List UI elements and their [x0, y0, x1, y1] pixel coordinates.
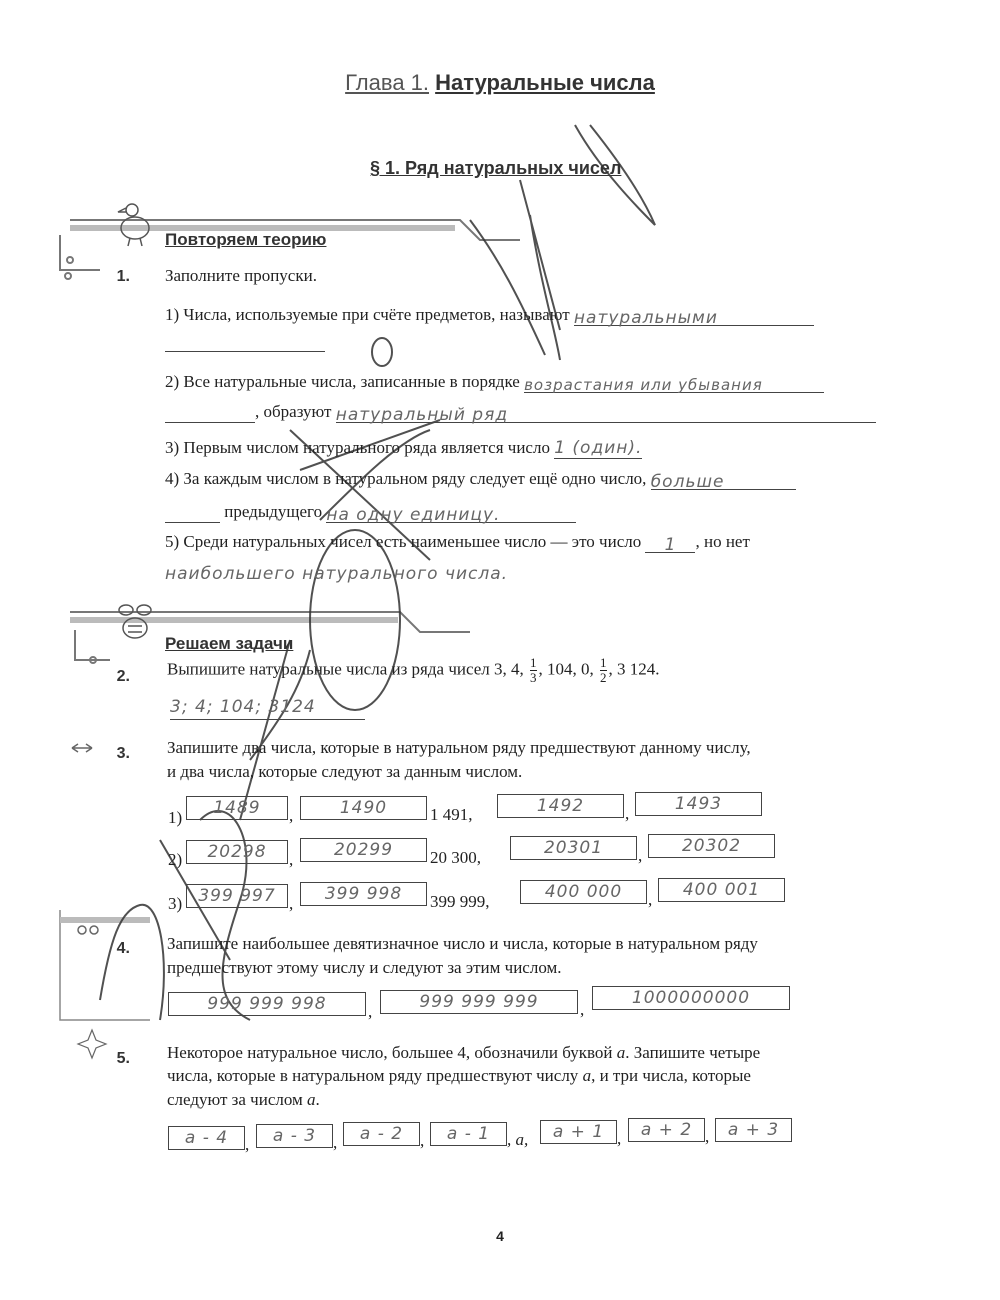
comma: , [420, 1131, 425, 1150]
task-4-text-2: предшествуют этому числу и следуют за этим числом. [167, 958, 562, 977]
fraction-denominator: 3 [530, 670, 537, 685]
task-5-text-3 [167, 1088, 320, 1111]
statement-2-text: 2) Все натуральные числа, записанные в порядке [165, 372, 520, 391]
task-3-row-1-given: 1 491, [430, 805, 473, 824]
statement-5-answer2: наибольшего натурального числа. [165, 564, 509, 584]
answer-box[interactable]: a - 4 [168, 1126, 245, 1150]
answer-box[interactable]: 1490 [300, 796, 427, 820]
circles-mark-icon [78, 926, 98, 934]
answer-box[interactable]: 20301 [510, 836, 637, 860]
statement-2-line2 [165, 400, 925, 423]
comma: , [617, 1129, 622, 1148]
statement-5-answer: 1 [645, 534, 695, 553]
answer-box[interactable]: 1492 [497, 794, 624, 818]
comma: , [648, 890, 653, 909]
chapter-label: Глава 1. [345, 70, 430, 95]
statement-2-answer: возрастания или убывания [524, 374, 824, 393]
statement-3-text: 3) Первым числом натурального ряда является число [165, 438, 550, 457]
arrows-mark-icon [72, 744, 92, 752]
comma: , [580, 1000, 585, 1019]
task-3-row-3-label: 3) [168, 894, 183, 913]
statement-2-blank [165, 404, 255, 423]
statement-3 [165, 436, 945, 460]
task-5-middle: , a, [507, 1130, 529, 1149]
task-5-text-3a: следуют за числом [167, 1090, 303, 1109]
comma: , [289, 806, 294, 825]
practice-section-title: Решаем задачи [165, 634, 294, 653]
theory-section-title: Повторяем теорию [165, 230, 327, 249]
statement-4-blank [165, 504, 220, 523]
comma: , [705, 1127, 710, 1146]
statement-5-end: , но нет [695, 532, 750, 551]
task-5-text-3-end: . [315, 1090, 320, 1109]
answer-box[interactable]: a - 1 [430, 1122, 507, 1146]
paragraph-title: § 1. Ряд натуральных чисел [370, 158, 622, 178]
chapter-title: Натуральные числа [435, 70, 655, 95]
task-2-text-a: Выпишите натуральные числа из ряда чисел 3, 4, [167, 659, 524, 679]
variable-a: a [616, 1043, 626, 1062]
task-3-text-1: Запишите два числа, которые в натуральном ряду предшествуют данному числу, [167, 738, 751, 757]
answer-box[interactable]: 20298 [186, 840, 288, 864]
task-1-text: Заполните пропуски. [165, 266, 317, 285]
task-4-number: 4. [116, 940, 130, 957]
task-5-text-2 [167, 1064, 751, 1087]
answer-box[interactable]: 1489 [186, 796, 288, 820]
statement-1-blank-line [165, 333, 325, 352]
answer-box[interactable]: 399 997 [186, 884, 288, 908]
variable-a: a [582, 1066, 592, 1085]
task-5-text-1 [167, 1041, 760, 1064]
task-3-row-3-given: 399 999, [430, 892, 490, 911]
comma: , [625, 804, 630, 823]
fraction-one-half [600, 656, 607, 685]
task-5-number: 5. [116, 1050, 130, 1067]
task-4-text-1: Запишите наибольшее девятизначное число и числа, которые в натуральном ряду [167, 934, 758, 953]
statement-5 [165, 530, 915, 553]
statement-4 [165, 467, 945, 490]
statement-1-answer: натуральными [574, 307, 814, 326]
variable-a: a [307, 1090, 316, 1109]
page-number: 4 [496, 1228, 504, 1244]
task-2-answer: 3; 4; 104; 3124 [170, 696, 365, 720]
task-3-row-2-label: 2) [168, 850, 183, 869]
task-2-number: 2. [116, 668, 130, 685]
comma: , [245, 1135, 250, 1154]
task-2-text-b: , 104, 0, [538, 659, 594, 679]
statement-5-text: 5) Среди натуральных чисел есть наименьшее число — это число [165, 532, 642, 551]
task-3-row-1-label: 1) [168, 808, 183, 827]
answer-box[interactable]: a - 2 [343, 1122, 420, 1146]
answer-box[interactable]: 999 999 999 [380, 990, 578, 1014]
task-2-text [167, 656, 927, 685]
statement-4-line2 [165, 500, 925, 523]
task-5-text-1b: . Запишите четыре [625, 1043, 761, 1062]
answer-box[interactable]: 1493 [635, 792, 762, 816]
answer-box[interactable]: a + 2 [628, 1118, 705, 1142]
task-5-text-2b: , и три числа, которые [591, 1066, 751, 1085]
statement-3-answer: 1 (один). [554, 438, 643, 458]
statement-4-answer: больше [651, 471, 796, 490]
answer-box[interactable]: 399 998 [300, 882, 427, 906]
task-3-number: 3. [116, 745, 130, 762]
task-1-number: 1. [116, 268, 130, 285]
answer-box[interactable]: 20302 [648, 834, 775, 858]
answer-box[interactable]: 400 001 [658, 878, 785, 902]
comma: , [289, 894, 294, 913]
task-5-text-2a: числа, которые в натуральном ряду предшествуют числу [167, 1066, 579, 1085]
task-3-text-2: и два числа, которые следуют за данным числом. [167, 762, 523, 781]
statement-2 [165, 370, 945, 393]
fraction-numerator: 1 [530, 655, 537, 670]
statement-4-mid: предыдущего [224, 502, 323, 521]
task-2-text-c: , 3 124. [608, 659, 660, 679]
statement-4-answer2: на одну единицу. [326, 504, 576, 523]
answer-box[interactable]: a + 1 [540, 1120, 617, 1144]
answer-box[interactable]: 999 999 998 [168, 992, 366, 1016]
comma: , [368, 1002, 373, 1021]
comma: , [638, 846, 643, 865]
answer-box[interactable]: 20299 [300, 838, 427, 862]
fraction-one-third [530, 656, 537, 685]
comma: , [289, 850, 294, 869]
task-5-text-1a: Некоторое натуральное число, большее 4, обозначили буквой [167, 1043, 613, 1062]
statement-4-text: 4) За каждым числом в натуральном ряду следует ещё одно число, [165, 469, 647, 488]
statement-1 [165, 303, 915, 326]
task-3-row-2-given: 20 300, [430, 848, 481, 867]
fraction-numerator: 1 [600, 655, 607, 670]
comma: , [333, 1133, 338, 1152]
chapter-heading [0, 70, 1000, 96]
statement-2-answer2: натуральный ряд [336, 404, 876, 423]
answer-box[interactable]: a + 3 [715, 1118, 792, 1142]
statement-1-text: 1) Числа, используемые при счёте предметов, называют [165, 305, 570, 324]
answer-box[interactable]: a - 3 [256, 1124, 333, 1148]
statement-2-mid: , образуют [255, 402, 332, 421]
answer-box[interactable]: 400 000 [520, 880, 647, 904]
fraction-denominator: 2 [600, 670, 607, 685]
answer-box[interactable]: 1000000000 [592, 986, 790, 1010]
